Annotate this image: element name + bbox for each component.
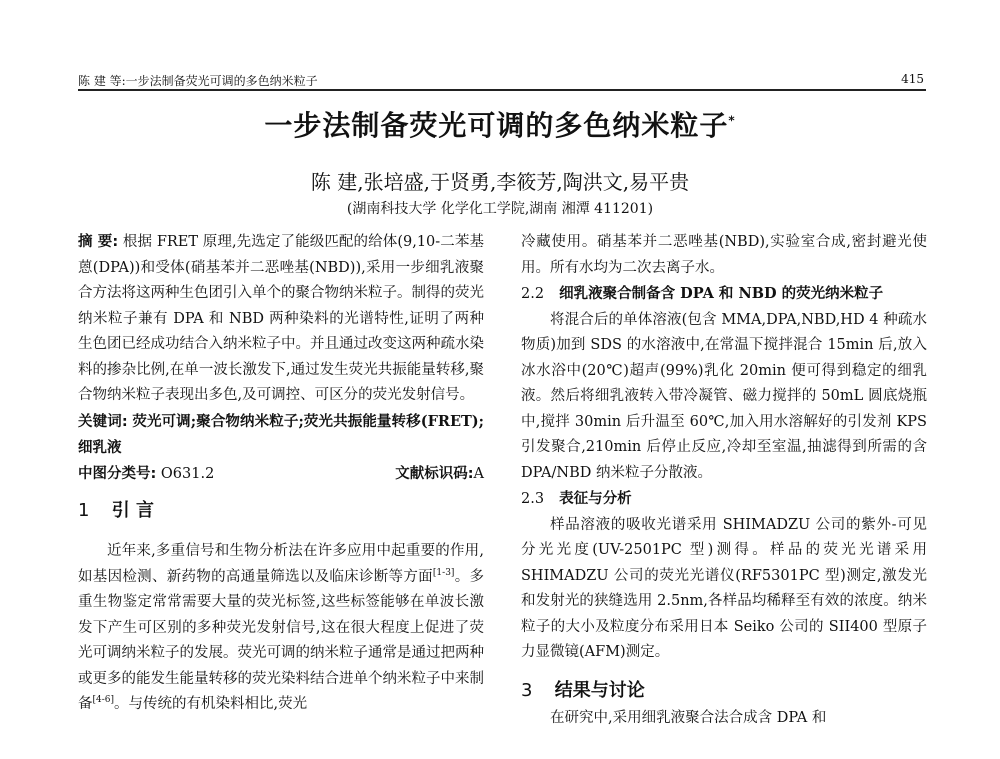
clc bbox=[78, 462, 214, 488]
section-2-3-text: 样品溶液的吸收光谱采用 SHIMADZU 公司的紫外-可见分光光度(UV-2501PC 型)测得。样品的荧光光谱采用 SHIMADZU 公司的荧光光谱仪(RF5301PC 型)测定,激发光和发射光的狭缝选用 2.5nm,各样品均稀释至有效的浓度。纳米粒子的大小及粒度分布采用日本 Seiko 公司的 SII400 型原子力显微镜(AFM)测定。 bbox=[521, 516, 927, 660]
section-2-3-title: 表征与分析 bbox=[559, 490, 632, 507]
left-column bbox=[78, 230, 484, 718]
section-3-text: 在研究中,采用细乳液聚合法合成含 DPA 和 bbox=[550, 709, 827, 726]
section-3-number: 3 bbox=[521, 679, 533, 701]
intro-text-c: 。与传统的有机染料相比,荧光 bbox=[114, 696, 308, 712]
section-3-heading bbox=[521, 676, 927, 706]
right-column bbox=[521, 230, 927, 731]
header-rule bbox=[78, 89, 926, 91]
doc-code bbox=[395, 462, 484, 488]
affiliation: (湖南科技大学 化学化工学院,湖南 湘潭 411201) bbox=[346, 201, 654, 217]
section-2-2-number: 2.2 bbox=[521, 286, 545, 302]
clc-label: 中图分类号: bbox=[78, 465, 157, 482]
section-3-title: 结果与讨论 bbox=[554, 679, 645, 701]
citation-4-6: [4-6] bbox=[92, 695, 115, 706]
intro-text-a: 近年来,多重信号和生物分析法在许多应用中起重要的作用,如基因检测、新药物的高通量筛选以及临床诊断等方面 bbox=[78, 543, 484, 585]
intro-text-b: 。多重生物鉴定常常需要大量的荧光标签,这些标签能够在单波长激发下产生可区别的多种荧光发射信号,这在很大程度上促进了荧光可调纳米粒子的发展。荧光可调的纳米粒子通常是通过把两种或更多的能发生能量转移的荧光染料结合进单个纳米粒子中来制备 bbox=[78, 568, 485, 712]
running-header bbox=[78, 68, 926, 90]
running-title: 陈 建 等:一步法制备荧光可调的多色纳米粒子 bbox=[78, 74, 318, 88]
section-1-heading bbox=[78, 497, 484, 525]
intro-paragraph bbox=[78, 539, 484, 718]
abstract bbox=[78, 230, 484, 409]
section-2-2-text: 将混合后的单体溶液(包含 MMA,DPA,NBD,HD 4 种疏水物质)加到 SDS 的水溶液中,在常温下搅拌混合 15min 后,放入冰水浴中(20℃)超声(99%)乳化 20min 便可得到稳定的细乳液。然后将细乳液转入带冷凝管、磁力搅拌的 50mL 圆底烧瓶中,搅拌 30min 后升温至 60℃,加入用水溶解好的引发剂 KPS 引发聚合,210min 后停止反应,冷却至室温,抽滤得到所需的含 DPA/NBD 纳米粒子分散液。 bbox=[521, 311, 927, 481]
abstract-text: 根据 FRET 原理,先选定了能级匹配的给体(9,10-二苯基蒽(DPA))和受体(硝基苯并二恶唑基(NBD)),采用一步细乳液聚合方法将这两种生色团引入单个的聚合物纳米粒子。制得的荧光纳米粒子兼有 DPA 和 NBD 两种染料的光谱特性,证明了两种生色团已经成功结合入纳米粒子中。并且通过改变这两种疏水染料的掺杂比例,在单一波长激发下,通过发生荧光共振能量转移,聚合物纳米粒子表现出多色,及可调控、可区分的荧光发射信号。 bbox=[78, 234, 484, 403]
page-number: 415 bbox=[901, 72, 924, 86]
authors: 陈 建,张培盛,于贤勇,李筱芳,陶洪文,易平贵 bbox=[310, 170, 690, 194]
paper-title bbox=[0, 104, 1000, 144]
clc-value: O631.2 bbox=[160, 465, 215, 482]
classification-row bbox=[78, 462, 484, 488]
section-2-3-number: 2.3 bbox=[521, 491, 545, 507]
section-2-2-heading bbox=[521, 281, 927, 308]
title-text: 一步法制备荧光可调的多色纳米粒子 bbox=[264, 109, 729, 142]
title-footnote-mark: * bbox=[728, 113, 736, 128]
doc-code-label: 文献标识码: bbox=[395, 465, 474, 482]
section-1-title: 引 言 bbox=[111, 500, 155, 521]
section-1-number: 1 bbox=[78, 500, 90, 521]
materials-tail: 冷藏使用。硝基苯并二恶唑基(NBD),实验室合成,密封避光使用。所有水均为二次去离子水。 bbox=[521, 234, 927, 276]
keywords bbox=[78, 409, 484, 462]
section-2-2-title: 细乳液聚合制备含 DPA 和 NBD 的荧光纳米粒子 bbox=[559, 285, 884, 302]
doc-code-value: A bbox=[473, 465, 484, 482]
section-2-3-heading bbox=[521, 486, 927, 513]
keywords-text: 荧光可调;聚合物纳米粒子;荧光共振能量转移(FRET);细乳液 bbox=[78, 412, 484, 456]
keywords-label: 关键词: bbox=[78, 413, 128, 430]
abstract-label: 摘 要: bbox=[78, 234, 119, 250]
citation-1-3: [1-3] bbox=[432, 567, 455, 578]
